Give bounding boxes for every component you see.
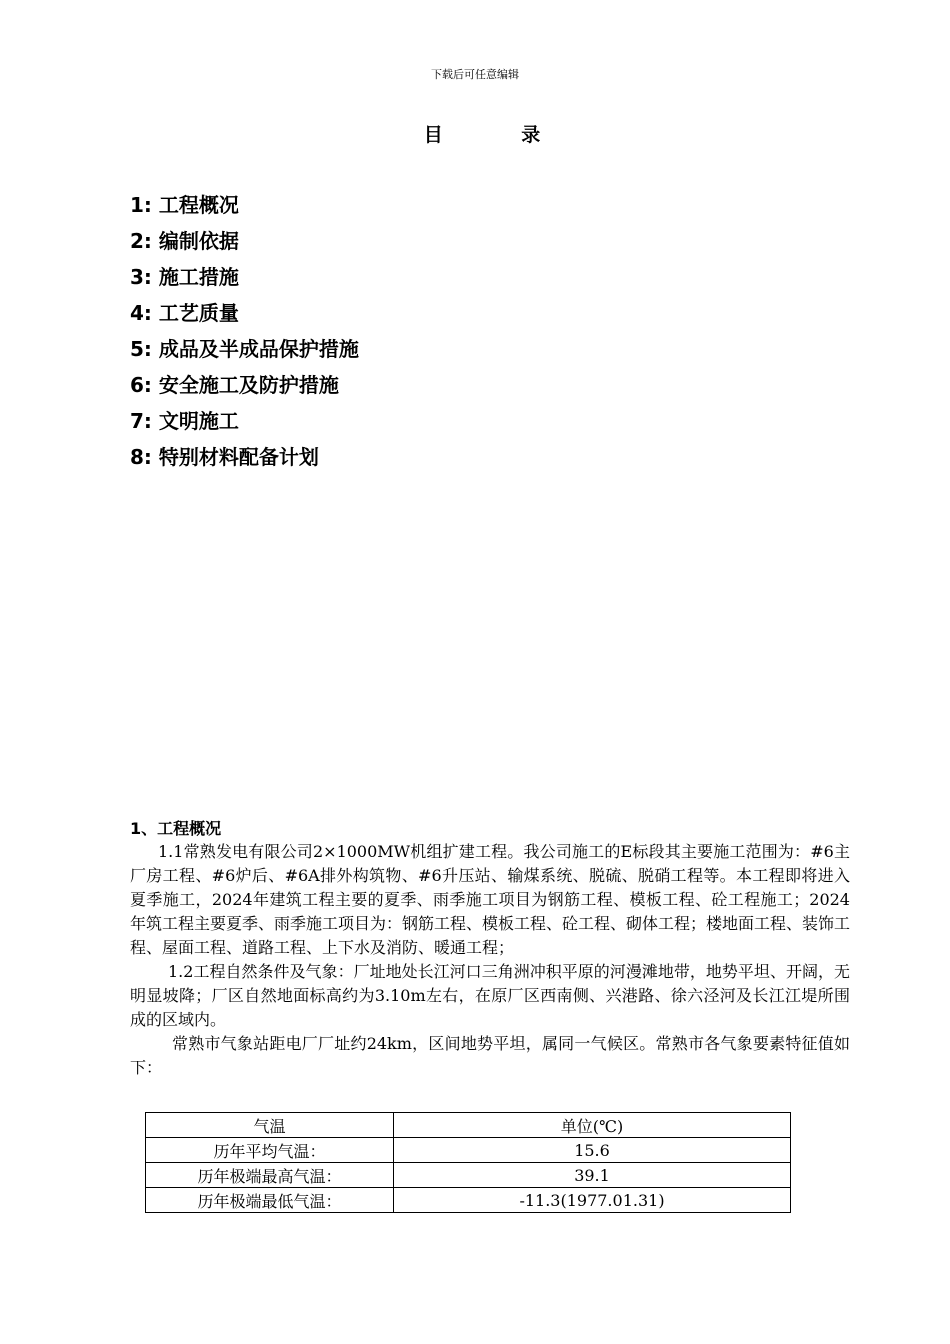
table-cell: 历年平均气温：: [146, 1138, 394, 1163]
table-cell: 历年极端最高气温：: [146, 1163, 394, 1188]
table-header-row: [146, 1113, 791, 1138]
table-header-cell: 单位(℃): [394, 1113, 791, 1138]
paragraph-project-scope: 1.1常熟发电有限公司2×1000MW机组扩建工程。我公司施工的E标段其主要施工范围为：#6主厂房工程、#6炉后、#6A排外构筑物、#6升压站、输煤系统、脱硫、脱硝工程等。本工程即将进入夏季施工，2024年建筑工程主要的夏季、雨季施工项目为钢筋工程、模板工程、砼工程施工；2024年筑工程主要夏季、雨季施工项目为：钢筋工程、模板工程、砼工程、砌体工程；楼地面工程、装饰工程、屋面工程、道路工程、上下水及消防、暖通工程；: [130, 842, 851, 957]
table-row: [146, 1188, 791, 1213]
table-row: [146, 1163, 791, 1188]
climate-table: [145, 1112, 791, 1213]
paragraph-weather-station: 常熟市气象站距电厂厂址约24km，区间地势平坦，属同一气候区。常熟市各气象要素特征值如下：: [130, 1034, 850, 1077]
table-of-contents: [130, 190, 359, 478]
paragraph-natural-conditions: 1.2工程自然条件及气象：厂址地处长江河口三角洲冲积平原的河漫滩地带，地势平坦、开阔，无明显坡降；厂区自然地面标高约为3.10m左右，在原厂区西南侧、兴港路、徐六泾河及长江江堤所围成的区域内。: [130, 962, 850, 1029]
toc-item: 2: 编制依据: [130, 229, 239, 253]
page-header: 下载后可任意编辑: [431, 68, 519, 81]
section-heading: 1、工程概况: [130, 819, 222, 838]
toc-title: 目 录: [423, 124, 577, 146]
toc-item: 5: 成品及半成品保护措施: [130, 337, 359, 361]
table-cell: 39.1: [394, 1163, 791, 1188]
table-cell: 历年极端最低气温：: [146, 1188, 394, 1213]
section-body: [130, 840, 850, 1080]
toc-item: 1: 工程概况: [130, 193, 239, 217]
toc-item: 8: 特别材料配备计划: [130, 445, 319, 469]
table-cell: -11.3(1977.01.31): [394, 1188, 791, 1213]
toc-item: 7: 文明施工: [130, 409, 239, 433]
table-header-cell: 气温: [146, 1113, 394, 1138]
toc-item: 3: 施工措施: [130, 265, 239, 289]
toc-item: 4: 工艺质量: [130, 301, 239, 325]
toc-item: 6: 安全施工及防护措施: [130, 373, 339, 397]
table-row: [146, 1138, 791, 1163]
table-cell: 15.6: [394, 1138, 791, 1163]
